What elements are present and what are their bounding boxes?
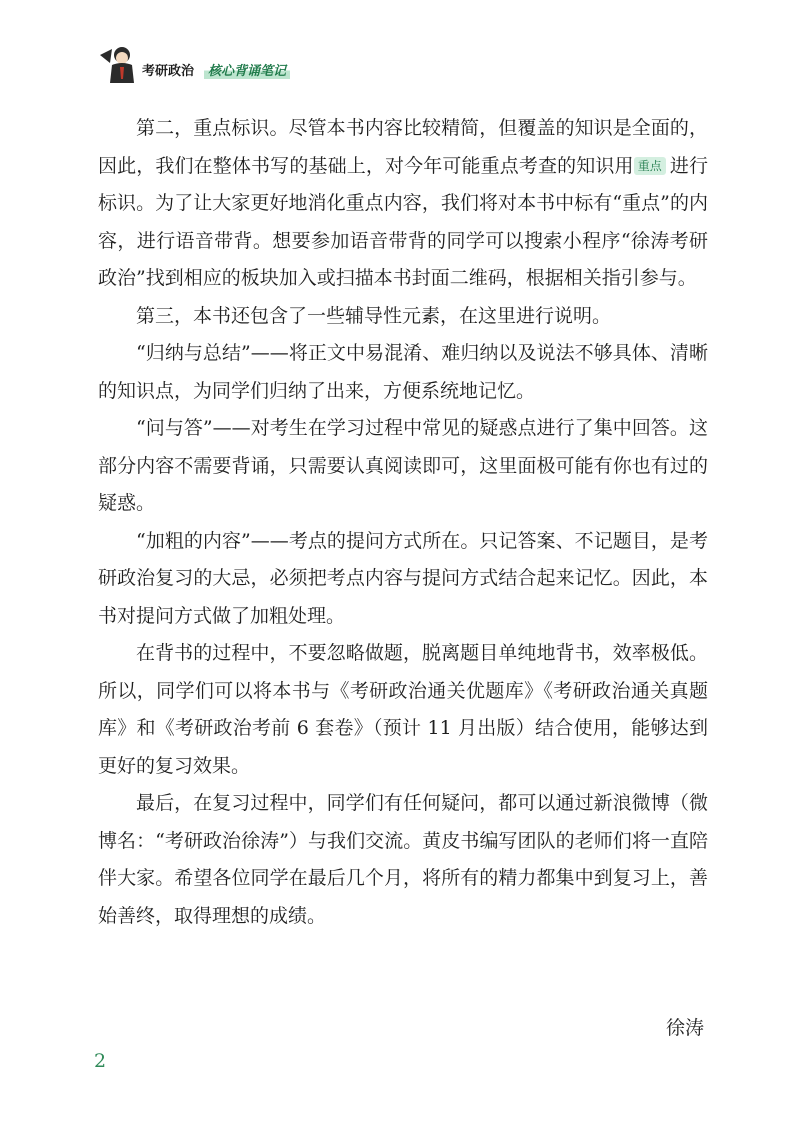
page-number: 2 bbox=[94, 1050, 107, 1072]
paragraph: 第三，本书还包含了一些辅导性元素，在这里进行说明。 bbox=[136, 304, 612, 327]
paragraph-key-marking bbox=[98, 110, 708, 298]
paragraph: “问与答”——对考生在学习过程中常见的疑惑点进行了集中回答。这部分内容不需要背诵，只需要认真阅读即可，这里面极可能有你也有过的疑惑。 bbox=[98, 417, 708, 514]
paragraph: 在背书的过程中，不要忽略做题，脱离题目单纯地背书，效率极低。所以，同学们可以将本书与《考研政治通关优题库》《考研政治通关真题库》和《考研政治考前 6 套卷》（预计 11 月出版）结合使用，能够达到更好的复习效果。 bbox=[98, 642, 708, 777]
paragraph: “归纳与总结”——将正文中易混淆、难归纳以及说法不够具体、清晰的知识点，为同学们归纳了出来，方便系统地记忆。 bbox=[98, 342, 708, 402]
page-header bbox=[98, 40, 290, 88]
author-signature: 徐涛 bbox=[665, 1017, 704, 1039]
mascot-icon bbox=[98, 41, 138, 87]
body-text bbox=[98, 110, 708, 935]
paragraph: “加粗的内容”——考点的提问方式所在。只记答案、不记题目，是考研政治复习的大忌，必须把考点内容与提问方式结合起来记忆。因此，本书对提问方式做了加粗处理。 bbox=[98, 529, 708, 627]
highlight-tag: 重点 bbox=[634, 157, 666, 175]
header-title: 考研政治 bbox=[142, 63, 195, 79]
paragraph-text: 进行标识。为了让大家更好地消化重点内容，我们将对本书中标有“重点”的内容，进行语音带背。想要参加语音带背的同学可以搜索小程序“徐涛考研政治”找到相应的板块加入或扫描本书封面二维码，根据相关指引参与。 bbox=[98, 154, 708, 289]
paragraph: 最后，在复习过程中，同学们有任何疑问，都可以通过新浪微博（微博名：“考研政治徐涛”）与我们交流。黄皮书编写团队的老师们将一直陪伴大家。希望各位同学在最后几个月，将所有的精力都集中到复习上，善始善终，取得理想的成绩。 bbox=[98, 792, 708, 927]
header-subtitle: 核心背诵笔记 bbox=[204, 60, 290, 79]
paragraph-text: 第二，重点标识。尽管本书内容比较精简，但覆盖的知识是全面的，因此，我们在整体书写的基础上，对今年可能重点考查的知识用 bbox=[98, 117, 708, 177]
